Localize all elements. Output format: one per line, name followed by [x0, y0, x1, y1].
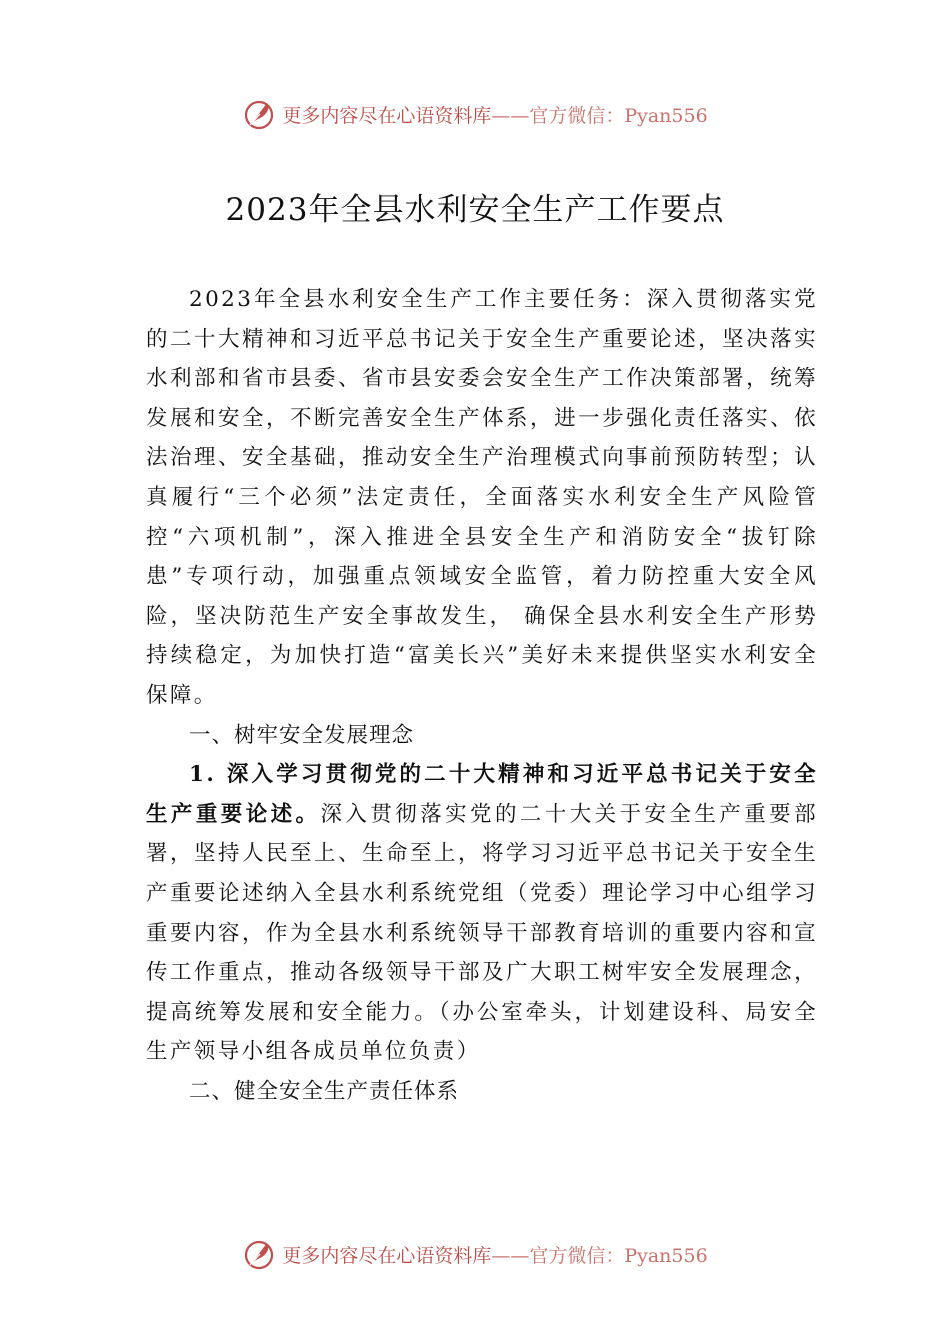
- watermark-text: 更多内容尽在心语资料库——官方微信：Pyan556: [282, 1244, 708, 1267]
- item-1-lead: 1. 深入学习贯彻党的二十大精神和习近平总书记关于安全生产重要论述。: [146, 762, 818, 827]
- section-heading-1: 一、树牢安全发展理念: [189, 722, 415, 748]
- document-body: [146, 280, 818, 1111]
- section-heading-2: 二、健全安全生产责任体系: [189, 1078, 460, 1104]
- item-1-paragraph: [146, 755, 818, 1072]
- item-1-text: 深入贯彻落实党的二十大关于安全生产重要部署，坚持人民至上、生命至上，将学习习近平总书记关于安全生产重要论述纳入全县水利系统党组（党委）理论学习中心组学习重要内容，作为全县水利系统领导干部教育培训的重要内容和宣传工作重点，推动各级领导干部及广大职工树牢安全发展理念，提高统筹发展和安全能力。（办公室牵头，计划建设科、局安全生产领导小组各成员单位负责）: [146, 801, 818, 1065]
- document-title: 2023年全县水利安全生产工作要点: [225, 192, 725, 228]
- watermark-banner-top: [0, 94, 950, 134]
- intro-paragraph: 2023年全县水利安全生产工作主要任务：深入贯彻落实党的二十大精神和习近平总书记关于安全生产重要论述，坚决落实水利部和省市县委、省市县安委会安全生产工作决策部署，统筹发展和安全，不断完善安全生产体系，进一步强化责任落实、依法治理、安全基础，推动安全生产治理模式向事前预防转型；认真履行“三个必须”法定责任，全面落实水利安全生产风险管控“六项机制”，深入推进全县安全生产和消防安全“拔钉除患”专项行动，加强重点领域安全监管，着力防控重大安全风险，坚决防范生产安全事故发生， 确保全县水利安全生产形势持续稳定，为加快打造“富美长兴”美好未来提供坚实水利安全保障。: [146, 287, 818, 708]
- feather-circle-logo-icon: [242, 1237, 276, 1271]
- watermark-banner-bottom: [0, 1234, 950, 1274]
- feather-circle-logo-icon: [242, 97, 276, 131]
- watermark-text: 更多内容尽在心语资料库——官方微信：Pyan556: [282, 104, 708, 127]
